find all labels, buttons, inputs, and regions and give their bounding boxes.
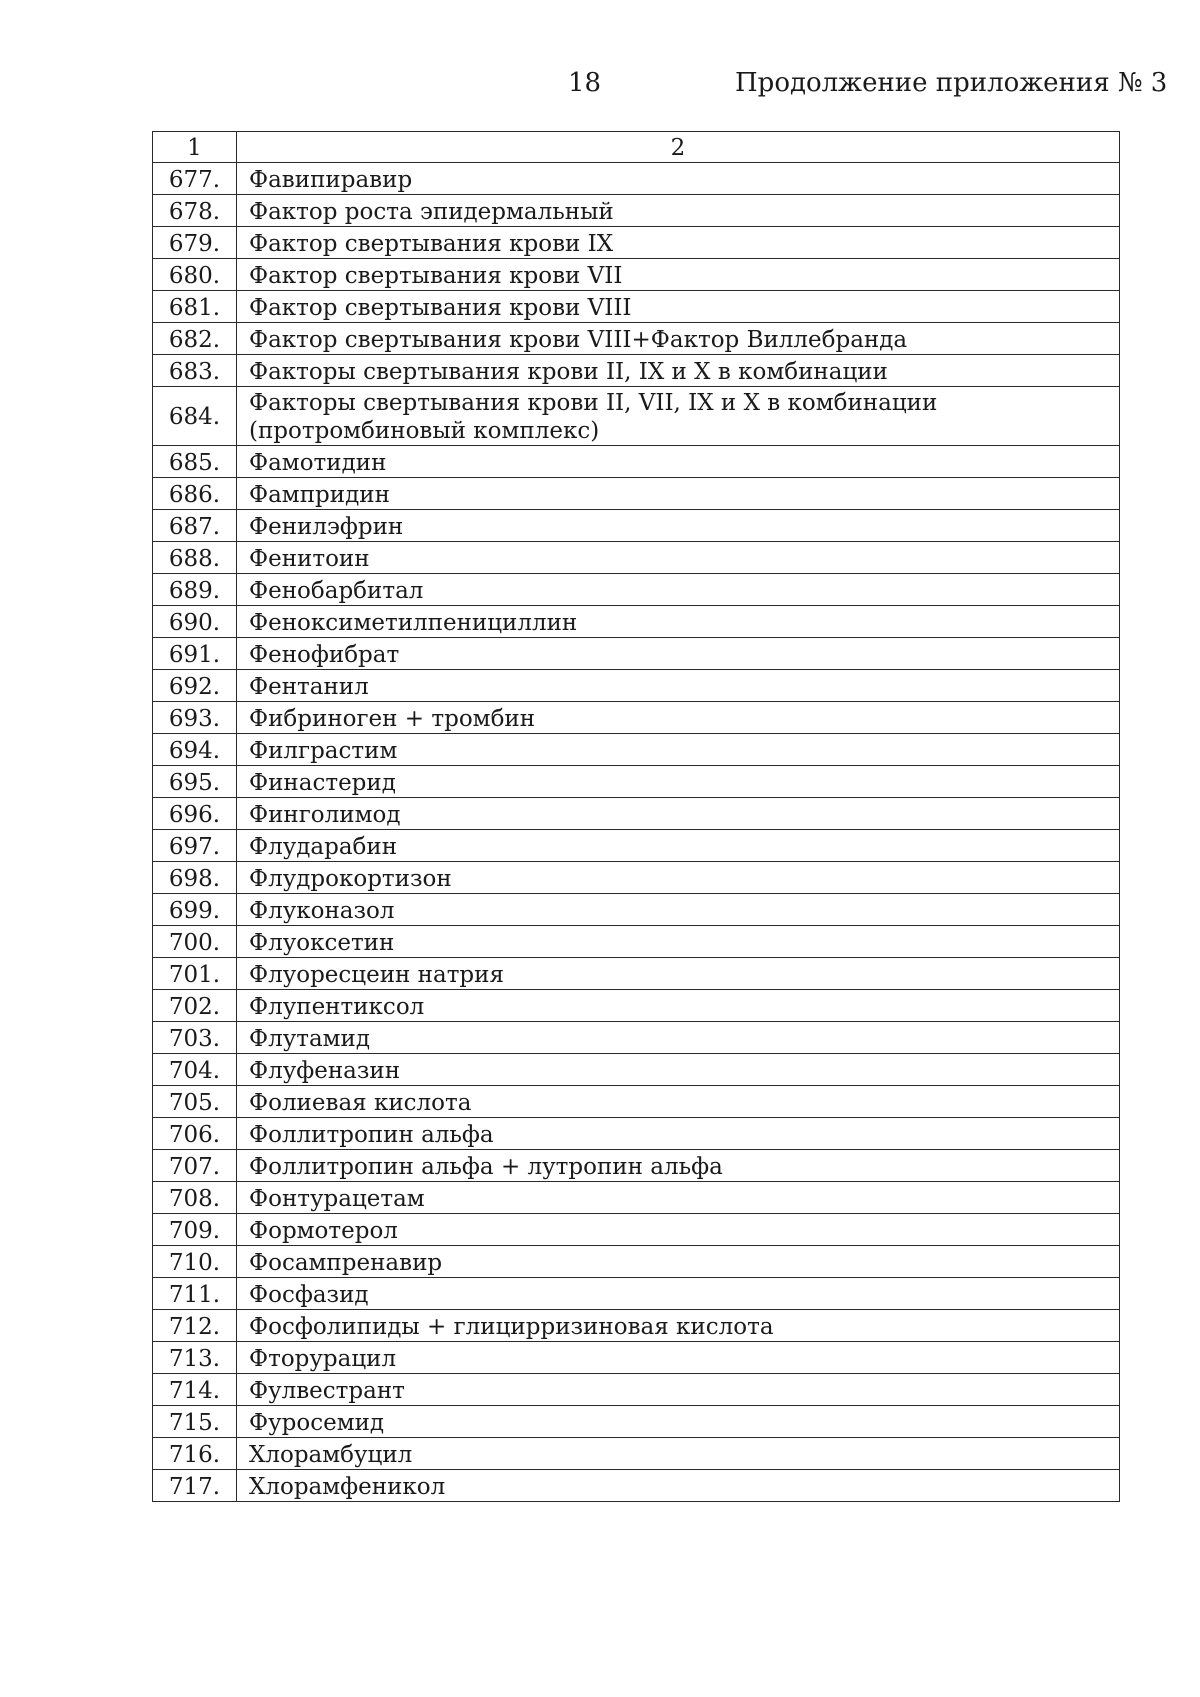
table-row — [153, 606, 1120, 638]
row-number: 682. — [153, 323, 237, 355]
row-number: 700. — [153, 926, 237, 958]
drug-name: Фолиевая кислота — [237, 1086, 1120, 1118]
table-row — [153, 542, 1120, 574]
table-row — [153, 574, 1120, 606]
drug-list-table-container — [152, 131, 1120, 1502]
table-row — [153, 1438, 1120, 1470]
drug-name: Фенобарбитал — [237, 574, 1120, 606]
table-row — [153, 478, 1120, 510]
drug-name: Факторы свертывания крови II, IX и X в комбинации — [237, 355, 1120, 387]
drug-name: Фактор свертывания крови VIII+Фактор Виллебранда — [237, 323, 1120, 355]
row-number: 689. — [153, 574, 237, 606]
row-number: 687. — [153, 510, 237, 542]
drug-name: Фамотидин — [237, 446, 1120, 478]
drug-name: Флударабин — [237, 830, 1120, 862]
row-number: 709. — [153, 1214, 237, 1246]
table-row — [153, 1054, 1120, 1086]
row-number: 703. — [153, 1022, 237, 1054]
drug-name: Феноксиметилпенициллин — [237, 606, 1120, 638]
row-number: 699. — [153, 894, 237, 926]
table-row — [153, 798, 1120, 830]
row-number: 701. — [153, 958, 237, 990]
table-row — [153, 227, 1120, 259]
row-number: 714. — [153, 1374, 237, 1406]
table-row — [153, 1246, 1120, 1278]
row-number: 708. — [153, 1182, 237, 1214]
drug-name: Хлорамфеникол — [237, 1470, 1120, 1502]
table-row — [153, 958, 1120, 990]
table-body — [153, 132, 1120, 1502]
drug-name: Фактор свертывания крови IX — [237, 227, 1120, 259]
table-row — [153, 1214, 1120, 1246]
row-number: 717. — [153, 1470, 237, 1502]
row-number: 696. — [153, 798, 237, 830]
drug-list-table — [152, 131, 1120, 1502]
table-row — [153, 638, 1120, 670]
table-row — [153, 1150, 1120, 1182]
drug-name: Флуфеназин — [237, 1054, 1120, 1086]
drug-name: Фактор роста эпидермальный — [237, 195, 1120, 227]
table-row — [153, 990, 1120, 1022]
drug-name: Формотерол — [237, 1214, 1120, 1246]
row-number: 711. — [153, 1278, 237, 1310]
drug-name: Фосампренавир — [237, 1246, 1120, 1278]
page-number: 18 — [568, 68, 602, 98]
row-number: 716. — [153, 1438, 237, 1470]
row-number: 677. — [153, 163, 237, 195]
row-number: 683. — [153, 355, 237, 387]
column-header-name: 2 — [237, 132, 1120, 163]
row-number: 679. — [153, 227, 237, 259]
drug-name: Фибриноген + тромбин — [237, 702, 1120, 734]
table-row — [153, 355, 1120, 387]
continuation-note: Продолжение приложения № 3 — [735, 68, 1168, 98]
row-number: 678. — [153, 195, 237, 227]
drug-name: Фактор свертывания крови VIII — [237, 291, 1120, 323]
table-row — [153, 766, 1120, 798]
row-number: 688. — [153, 542, 237, 574]
row-number: 705. — [153, 1086, 237, 1118]
drug-name: Фентанил — [237, 670, 1120, 702]
drug-name: Фосфазид — [237, 1278, 1120, 1310]
table-row — [153, 1470, 1120, 1502]
row-number: 695. — [153, 766, 237, 798]
row-number: 704. — [153, 1054, 237, 1086]
row-number: 707. — [153, 1150, 237, 1182]
table-row — [153, 1278, 1120, 1310]
drug-name: Фоллитропин альфа — [237, 1118, 1120, 1150]
row-number: 680. — [153, 259, 237, 291]
row-number: 715. — [153, 1406, 237, 1438]
drug-name: Хлорамбуцил — [237, 1438, 1120, 1470]
drug-name: Фонтурацетам — [237, 1182, 1120, 1214]
drug-name: Финастерид — [237, 766, 1120, 798]
drug-name: Фторурацил — [237, 1342, 1120, 1374]
drug-name: Фактор свертывания крови VII — [237, 259, 1120, 291]
column-header-number: 1 — [153, 132, 237, 163]
row-number: 710. — [153, 1246, 237, 1278]
table-row — [153, 1406, 1120, 1438]
table-row — [153, 1022, 1120, 1054]
table-row — [153, 446, 1120, 478]
row-number: 697. — [153, 830, 237, 862]
drug-name: Флупентиксол — [237, 990, 1120, 1022]
drug-name: Фоллитропин альфа + лутропин альфа — [237, 1150, 1120, 1182]
table-row — [153, 1310, 1120, 1342]
table-row — [153, 1342, 1120, 1374]
table-row — [153, 1374, 1120, 1406]
table-row — [153, 195, 1120, 227]
drug-name: Финголимод — [237, 798, 1120, 830]
row-number: 692. — [153, 670, 237, 702]
drug-name: Фенофибрат — [237, 638, 1120, 670]
table-row — [153, 734, 1120, 766]
row-number: 690. — [153, 606, 237, 638]
row-number: 706. — [153, 1118, 237, 1150]
row-number: 685. — [153, 446, 237, 478]
table-row — [153, 702, 1120, 734]
table-row — [153, 1182, 1120, 1214]
drug-name: Фуросемид — [237, 1406, 1120, 1438]
drug-name: Фампридин — [237, 478, 1120, 510]
drug-name: Фосфолипиды + глицирризиновая кислота — [237, 1310, 1120, 1342]
table-row — [153, 670, 1120, 702]
row-number: 712. — [153, 1310, 237, 1342]
row-number: 681. — [153, 291, 237, 323]
drug-name: Флуконазол — [237, 894, 1120, 926]
row-number: 713. — [153, 1342, 237, 1374]
table-row — [153, 1086, 1120, 1118]
table-row — [153, 862, 1120, 894]
drug-name: Фавипиравир — [237, 163, 1120, 195]
row-number: 702. — [153, 990, 237, 1022]
row-number: 691. — [153, 638, 237, 670]
table-row — [153, 830, 1120, 862]
drug-name: Флудрокортизон — [237, 862, 1120, 894]
table-row — [153, 1118, 1120, 1150]
row-number: 693. — [153, 702, 237, 734]
table-row — [153, 163, 1120, 195]
table-row — [153, 323, 1120, 355]
table-row — [153, 926, 1120, 958]
drug-name: Флутамид — [237, 1022, 1120, 1054]
row-number: 684. — [153, 387, 237, 446]
drug-name: Флуоксетин — [237, 926, 1120, 958]
drug-name: Фулвестрант — [237, 1374, 1120, 1406]
table-row — [153, 259, 1120, 291]
drug-name: Факторы свертывания крови II, VII, IX и X в комбинации (протромбиновый комплекс) — [237, 387, 1120, 446]
table-row — [153, 291, 1120, 323]
row-number: 694. — [153, 734, 237, 766]
drug-name: Флуоресцеин натрия — [237, 958, 1120, 990]
table-row — [153, 510, 1120, 542]
row-number: 686. — [153, 478, 237, 510]
row-number: 698. — [153, 862, 237, 894]
table-row — [153, 387, 1120, 446]
drug-name: Филграстим — [237, 734, 1120, 766]
drug-name: Фенилэфрин — [237, 510, 1120, 542]
drug-name: Фенитоин — [237, 542, 1120, 574]
table-header-row — [153, 132, 1120, 163]
table-row — [153, 894, 1120, 926]
